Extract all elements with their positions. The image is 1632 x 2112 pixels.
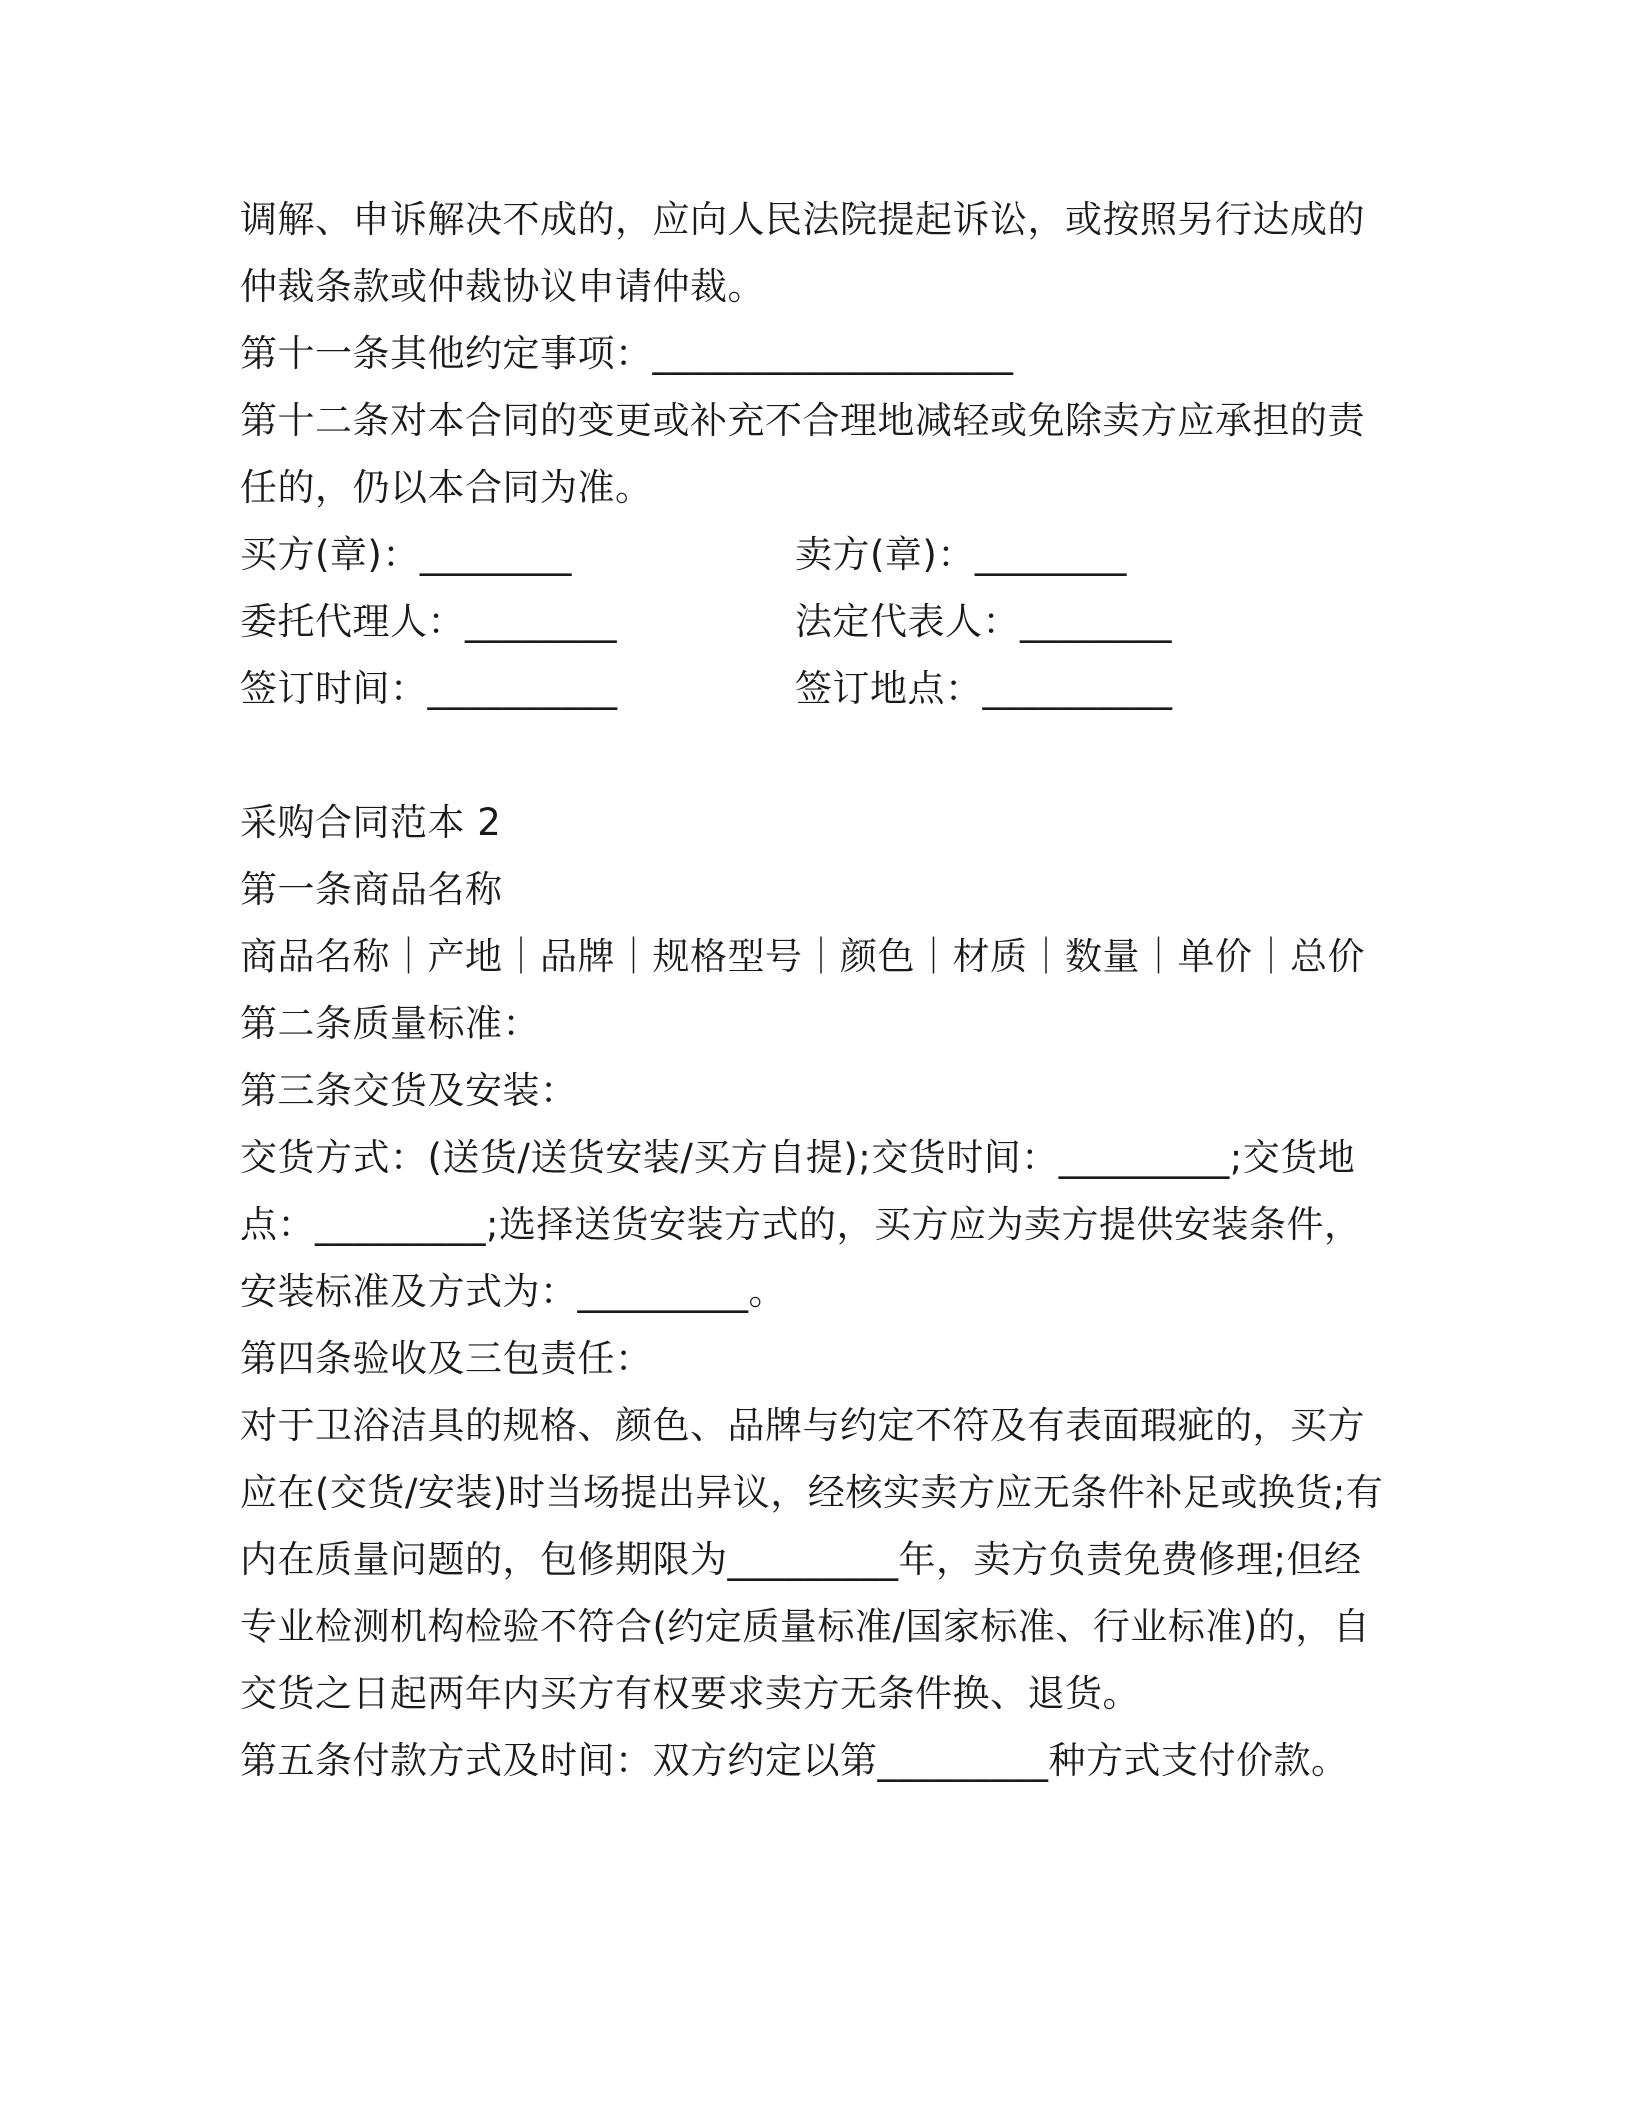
paragraph-line: 安装标准及方式为：_________。 <box>240 1270 786 1313</box>
article-12-line: 第十二条对本合同的变更或补充不合理地减轻或免除卖方应承担的责 <box>240 399 1365 442</box>
signature-row <box>240 588 1370 655</box>
blank-spacer <box>240 722 1370 789</box>
buyer-seal-field: 买方(章)：________ <box>240 533 572 576</box>
article-4-heading: 第四条验收及三包责任： <box>240 1337 653 1380</box>
paragraph-line: 专业检测机构检验不符合(约定质量标准/国家标准、行业标准)的，自 <box>240 1605 1371 1648</box>
paragraph-line: 点：_________;选择送货安装方式的，买方应为卖方提供安装条件， <box>240 1203 1362 1246</box>
paragraph-line: 交货之日起两年内买方有权要求卖方无条件换、退货。 <box>240 1672 1140 1715</box>
article-3-heading: 第三条交货及安装： <box>240 1069 578 1112</box>
agent-field: 委托代理人：________ <box>240 600 617 643</box>
section-title: 采购合同范本 2 <box>240 801 502 844</box>
paragraph-line: 对于卫浴洁具的规格、颜色、品牌与约定不符及有表面瑕疵的，买方 <box>240 1404 1365 1447</box>
document-body <box>240 186 1384 1794</box>
paragraph-line: 任的，仍以本合同为准。 <box>240 466 653 509</box>
signature-row <box>240 655 1370 722</box>
article-5-line: 第五条付款方式及时间：双方约定以第_________种方式支付价款。 <box>240 1739 1349 1782</box>
article-2-heading: 第二条质量标准： <box>240 1002 540 1045</box>
paragraph-line: 应在(交货/安装)时当场提出异议，经核实卖方应无条件补足或换货;有 <box>240 1471 1384 1514</box>
sign-date-field: 签订时间：__________ <box>240 667 618 710</box>
paragraph-line: 仲裁条款或仲裁协议申请仲裁。 <box>240 265 765 308</box>
paragraph-line: 内在质量问题的，包修期限为_________年，卖方负责免费修理;但经 <box>240 1538 1362 1581</box>
product-table-header: 商品名称｜产地｜品牌｜规格型号｜颜色｜材质｜数量｜单价｜总价 <box>240 935 1365 978</box>
paragraph-line: 调解、申诉解决不成的，应向人民法院提起诉讼，或按照另行达成的 <box>240 198 1365 241</box>
signature-row <box>240 521 1370 588</box>
article-1-heading: 第一条商品名称 <box>240 868 503 911</box>
seller-seal-field: 卖方(章)：________ <box>795 533 1127 576</box>
article-11-line: 第十一条其他约定事项：___________________ <box>240 332 1014 375</box>
sign-place-field: 签订地点：__________ <box>795 667 1173 710</box>
legal-rep-field: 法定代表人：________ <box>795 600 1172 643</box>
paragraph-line: 交货方式：(送货/送货安装/买方自提);交货时间：_________;交货地 <box>240 1136 1356 1179</box>
